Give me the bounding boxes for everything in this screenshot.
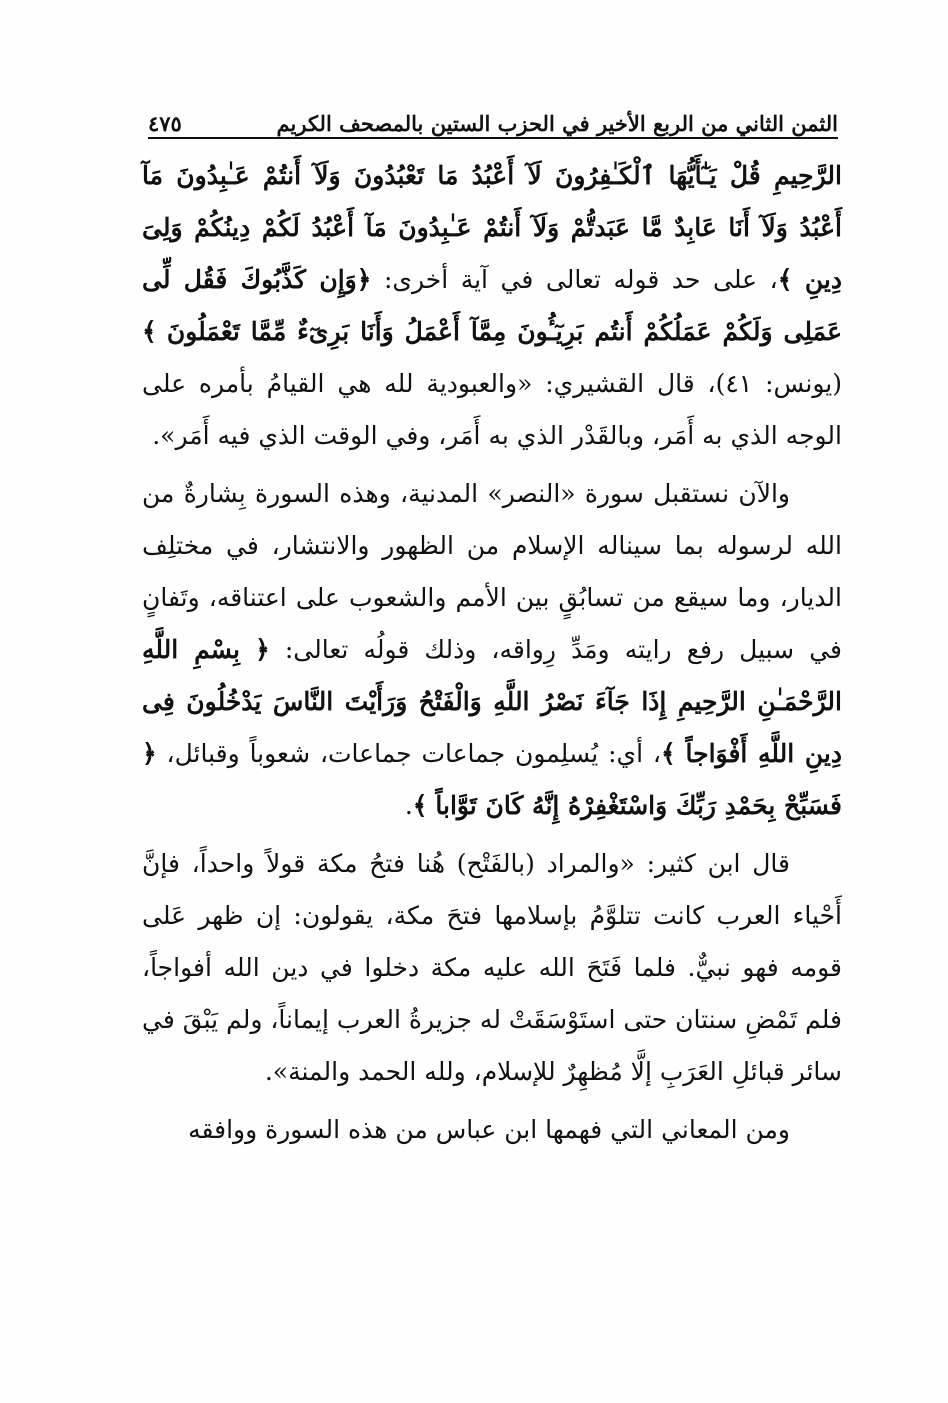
paragraph-4 [142,1104,842,1156]
ornate-bracket-open: ﴿ [255,635,270,664]
ornate-bracket-close: ﴾ [412,791,428,820]
quran-verse: بِسْمِ اللَّهِ الرَّحْمَـٰنِ الرَّحِيمِ إِذَا جَآءَ نَصْرُ اللَّهِ وَالْفَتْحُ وَرَأَيْتَ النَّاسَ يَدْخُلُونَ فِى دِينِ اللَّهِ أَفْوَاجاً [142,635,842,768]
ornate-bracket-open: ﴿ [356,265,372,294]
running-header [148,92,838,136]
ornate-bracket-close: ﴾ [777,265,793,294]
page-number: ٤٧٥ [148,111,182,136]
header-rule [148,137,838,139]
paragraph-text: قال ابن كثير: «والمراد (بالفَتْح) هُنا فتحُ مكة قولاً واحداً، فإنَّ أَحْياء العرب كانت تتلوَّمُ بإسلامها فتحَ مكة، يقولون: إن ظهر عَلى قومه فهو نبيٌّ. فلما فَتَحَ الله عليه مكة دخلوا في دين الله أفواجاً، فلم تَمْضِ سنتان حتى استَوْسَقَتْ له جزيرةُ العرب إيماناً، ولم يَبْقَ في سائر قبائلِ العَرَبِ إلَّا مُظهِرٌ للإسلام، ولله الحمد والمنة». [142,849,842,1086]
quran-verse: فَسَبِّحْ بِحَمْدِ رَبِّكَ وَاسْتَغْفِرْهُ إِنَّهُ كَانَ تَوَّاباً [435,791,842,820]
paragraph-2 [142,468,842,832]
paragraph-text: . [404,791,413,820]
paragraph-text: ، على حد قوله تعالى في آية أخرى: [383,265,778,294]
paragraph-text: (يونس: ٤١)، قال القشيري: «والعبودية لله هي القيامُ بأمره على الوجه الذي به أَمَر، وبالقَدْر الذي به أَمَر، وفي الوقت الذي فيه أَمَر». [142,369,842,450]
page-body [142,150,842,1156]
ornate-bracket-close: ﴾ [660,739,676,768]
quran-verse: وَإِن كَذَّبُوكَ فَقُل لِّى عَمَلِى وَلَكُمْ عَمَلُكُمْ أَنتُم بَرِيٓـُٔونَ مِمَّآ أَعْمَلُ وَأَنَا بَرِىٓءٌ مِّمَّا تَعْمَلُونَ [142,265,842,346]
running-title: الثمن الثاني من الربع الأخير في الحزب الستين بالمصحف الكريم [276,111,838,136]
quran-verse: الرَّحِيمِ قُلْ يَـٰٓأَيُّهَا ٱلْكَـٰفِرُونَ لَآ أَعْبُدُ مَا تَعْبُدُونَ وَلَآ أَنتُمْ عَـٰبِدُونَ مَآ أَعْبُدُ وَلَآ أَنَا عَابِدٌ مَّا عَبَدتُّمْ وَلَآ أَنتُمْ عَـٰبِدُونَ مَآ أَعْبُدُ لَكُمْ دِينُكُمْ وَلِىَ دِينِ [142,161,843,294]
paragraph-3 [142,838,842,1098]
ornate-bracket-open: ﴿ [142,739,157,768]
paragraph-text: ، أي: يُسلِمون جماعات جماعات، شعوباً وقبائل، [166,739,661,768]
ornate-bracket-close: ﴾ [142,317,157,346]
paragraph-text: ومن المعاني التي فهمها ابن عباس من هذه السورة ووافقه [188,1115,790,1144]
paragraph-text: والآن نستقبل سورة «النصر» المدنية، وهذه السورة بِشارةٌ من الله لرسوله بما سيناله الإسلام من الظهور والانتشار، في مختلِف الديار، وما سيقع من تسابُقٍ بين الأمم والشعوب على اعتناقه، وتَفانٍ في سبيل رفع رايته ومَدِّ رِواقه، وذلك قولُه تعالى: [142,479,842,664]
paragraph-1 [142,150,842,462]
